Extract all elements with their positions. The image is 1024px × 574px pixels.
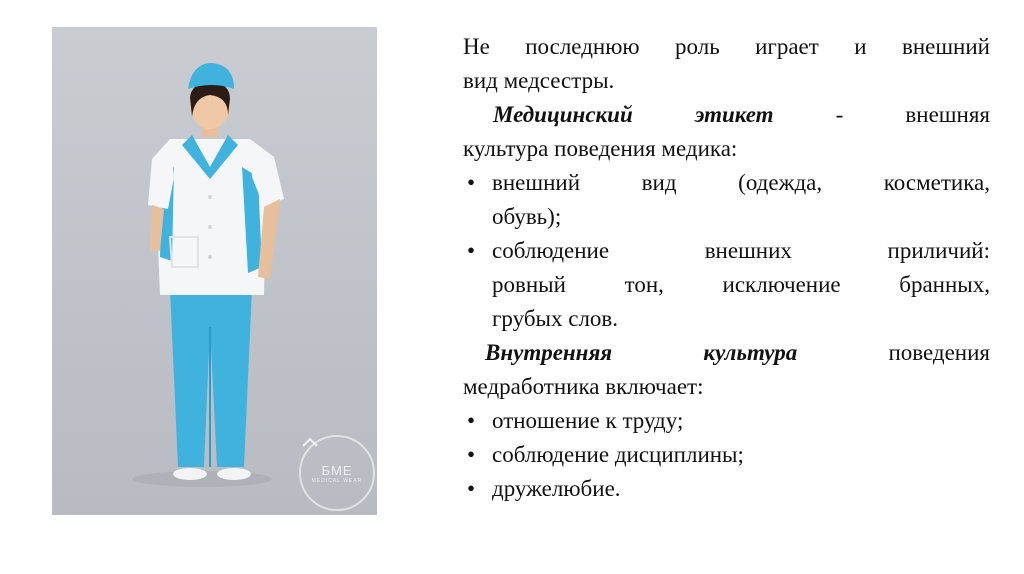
paragraph-etiquette-rest: - внешняя (773, 102, 990, 127)
list-item-line: внешний вид (одежда, косметика, (492, 170, 990, 195)
paragraph-inner-culture (463, 336, 990, 404)
list-item (463, 166, 990, 234)
logo-mark-icon (301, 437, 319, 447)
list-item-text: соблюдение дисциплины; (492, 442, 744, 467)
paragraph-etiquette-line1 (463, 98, 990, 132)
paragraph-intro (463, 30, 990, 98)
bullet-icon: • (466, 170, 476, 195)
paragraph-intro-line2: вид медсестры. (463, 68, 615, 93)
list-item-line: ровный тон, исключение бранных, (492, 272, 990, 297)
list-item-line: соблюдение внешних приличий: (492, 238, 990, 263)
list-item-line: грубых слов. (492, 306, 619, 331)
list-item-text: дружелюбие. (492, 476, 621, 501)
paragraph-etiquette-line2: культура поведения медика: (463, 136, 738, 161)
paragraph-inner-culture-line1 (463, 336, 990, 370)
list-item (463, 234, 990, 336)
list-item (463, 472, 990, 506)
list-item (463, 404, 990, 438)
brand-logo (299, 435, 375, 511)
paragraph-intro-line1: Не последнюю роль играет и внешний (463, 34, 990, 59)
list-item (463, 438, 990, 472)
list-item-line: обувь); (492, 204, 562, 229)
logo-text: БМЕ (321, 462, 353, 478)
paragraph-inner-culture-line2: медработника включает: (463, 374, 704, 399)
paragraph-etiquette (463, 98, 990, 166)
paragraph-inner-culture-rest: поведения (797, 340, 991, 365)
bullet-icon: • (466, 238, 476, 263)
bullet-icon: • (466, 476, 476, 501)
list-item-text: отношение к труду; (492, 408, 684, 433)
bullet-icon: • (466, 442, 476, 467)
term-inner-culture: Внутренняя культура (485, 340, 798, 365)
bullet-icon: • (466, 408, 476, 433)
logo-subtext: MEDICAL WEAR (311, 477, 363, 484)
term-medical-etiquette: Медицинский этикет (493, 102, 774, 127)
slide-text (463, 30, 990, 506)
nurse-uniform-photo (52, 27, 377, 515)
